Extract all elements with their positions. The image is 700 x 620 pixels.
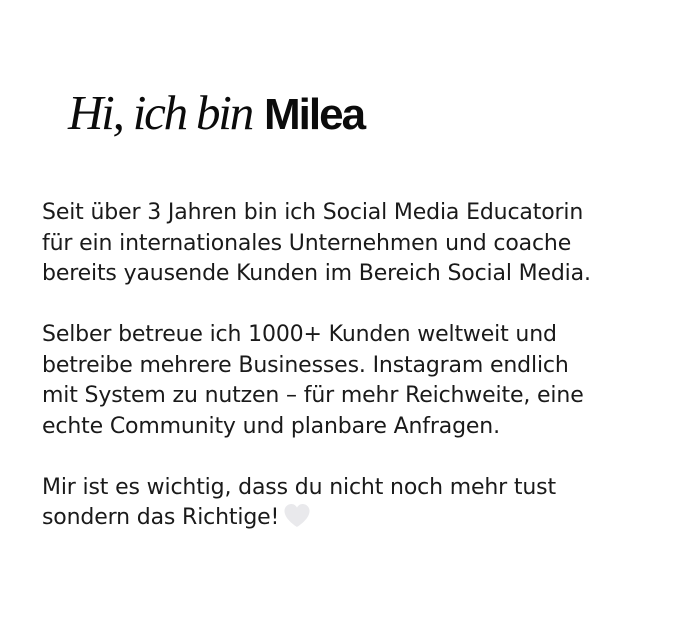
text-line-content: sondern das Richtige! [42, 505, 280, 530]
text-line: betreibe mehrere Businesses. Instagram endlich [42, 352, 569, 378]
text-line: für ein internationales Unternehmen und coache [42, 230, 572, 256]
paragraph-2 [42, 320, 682, 442]
intro-text [42, 198, 682, 534]
text-line: echte Community und planbare Anfragen. [42, 413, 500, 439]
text-line: Seit über 3 Jahren bin ich Social Media Educatorin [42, 200, 584, 225]
text-line: Mir ist es wichtig, dass du nicht noch mehr tust [42, 474, 556, 500]
text-line: mit System zu nutzen – für mehr Reichweite, eine [42, 383, 584, 408]
heading-greeting: Hi, ich bin [68, 85, 253, 140]
text-line: bereits yausende Kunden im Bereich Social Media. [42, 261, 591, 286]
heart-icon [283, 503, 311, 528]
paragraph-1 [42, 198, 682, 290]
page-heading [68, 85, 365, 140]
text-line [42, 503, 682, 534]
paragraph-3 [42, 473, 682, 534]
text-line: Selber betreue ich 1000+ Kunden weltweit und [42, 322, 557, 347]
heading-name: Milea [264, 90, 365, 139]
